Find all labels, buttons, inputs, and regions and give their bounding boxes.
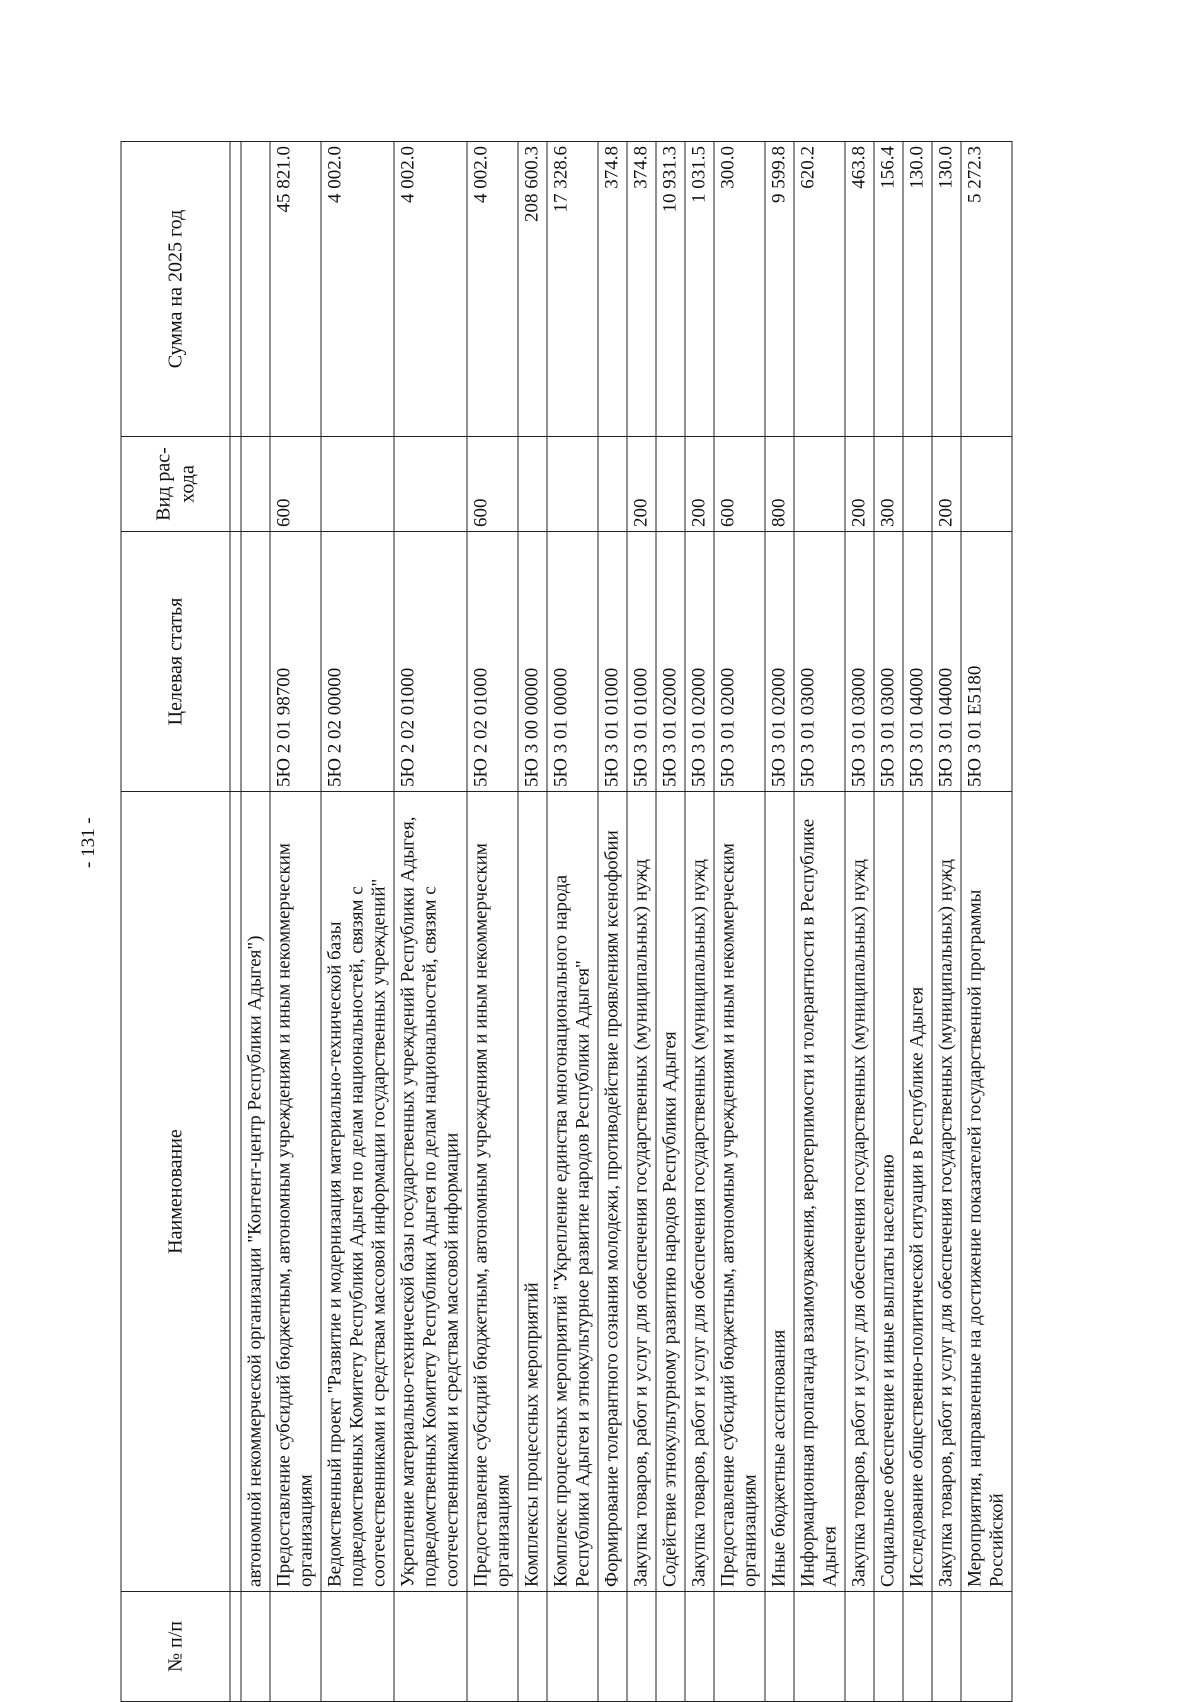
cell-kind: [961, 437, 1012, 532]
table-row: [874, 142, 903, 1702]
spacer-row: [230, 142, 241, 1702]
cell-kind: [903, 437, 932, 532]
table-row: [794, 142, 845, 1702]
cell-num: [845, 1592, 874, 1702]
cell-name: Предоставление субсидий бюджетным, автономным учреждениям и иным некоммерческим организациям: [467, 792, 518, 1592]
cell-kind: 200: [685, 437, 714, 532]
cell-code: 5Ю 3 01 02000: [765, 532, 794, 792]
cell-kind: 600: [714, 437, 765, 532]
cell-name: Укрепление материально-технической базы государственных учреждений Республики Адыгея, подведомственных Комитету Республики Адыгея по делам национальностей, связям с соотечественниками и средствам массовой информации: [394, 792, 467, 1592]
cell-sum: 9 599.8: [765, 142, 794, 437]
cell-sum: 463.8: [845, 142, 874, 437]
cell-name: Мероприятия, направленные на достижение показателей государственной программы Российской: [961, 792, 1012, 1592]
cell-code: 5Ю 3 01 02000: [714, 532, 765, 792]
cell-sum: 208 600.3: [518, 142, 547, 437]
cell-num: [627, 1592, 656, 1702]
cell-sum: 156.4: [874, 142, 903, 437]
cell-sum: [241, 142, 270, 437]
cell-kind: 600: [270, 437, 321, 532]
cell-name: Предоставление субсидий бюджетным, автономным учреждениям и иным некоммерческим организациям: [714, 792, 765, 1592]
cell-num: [241, 1592, 270, 1702]
cell-name: Иные бюджетные ассигнования: [765, 792, 794, 1592]
cell-code: [241, 532, 270, 792]
table-row: [241, 142, 270, 1702]
table-header: [121, 142, 230, 1702]
cell-code: 5Ю 3 01 00000: [547, 532, 598, 792]
cell-sum: 10 931.3: [656, 142, 685, 437]
header-kind: Вид рас-хода: [121, 437, 230, 532]
cell-num: [598, 1592, 627, 1702]
cell-name: Формирование толерантного сознания молодежи, противодействие проявлениям ксенофобии: [598, 792, 627, 1592]
cell-sum: 130.0: [903, 142, 932, 437]
table-row: [321, 142, 394, 1702]
cell-sum: 1 031.5: [685, 142, 714, 437]
cell-sum: 4 002.0: [321, 142, 394, 437]
cell-code: 5Ю 3 01 01000: [598, 532, 627, 792]
header-sum: Сумма на 2025 год: [121, 142, 230, 437]
cell-name: Закупка товаров, работ и услуг для обеспечения государственных (муниципальных) нужд: [845, 792, 874, 1592]
table-row: [467, 142, 518, 1702]
cell-code: 5Ю 3 01 01000: [627, 532, 656, 792]
cell-sum: 300.0: [714, 142, 765, 437]
cell-num: [321, 1592, 394, 1702]
table-row: [932, 142, 961, 1702]
cell-num: [961, 1592, 1012, 1702]
cell-kind: 200: [627, 437, 656, 532]
cell-kind: [547, 437, 598, 532]
cell-kind: [656, 437, 685, 532]
cell-code: 5Ю 3 01 03000: [794, 532, 845, 792]
table-row: [845, 142, 874, 1702]
cell-num: [394, 1592, 467, 1702]
cell-num: [932, 1592, 961, 1702]
cell-num: [714, 1592, 765, 1702]
cell-num: [518, 1592, 547, 1702]
budget-table-container: [120, 142, 1035, 1702]
cell-kind: 200: [932, 437, 961, 532]
cell-code: 5Ю 2 02 01000: [467, 532, 518, 792]
cell-name: Ведомственный проект "Развитие и модернизация материально-технической базы подведомственных Комитету Республики Адыгея по делам национальностей, связям с соотечественниками и средствам массовой информации государственных учреждений": [321, 792, 394, 1592]
cell-name: Закупка товаров, работ и услуг для обеспечения государственных (муниципальных) нужд: [627, 792, 656, 1592]
header-code: Целевая статья: [121, 532, 230, 792]
table-row: [765, 142, 794, 1702]
cell-code: 5Ю 3 00 00000: [518, 532, 547, 792]
table-row: [685, 142, 714, 1702]
cell-num: [656, 1592, 685, 1702]
table-row: [394, 142, 467, 1702]
table-row: [961, 142, 1012, 1702]
cell-sum: 5 272.3: [961, 142, 1012, 437]
table-row: [903, 142, 932, 1702]
cell-code: 5Ю 3 01 03000: [874, 532, 903, 792]
cell-name: автономной некоммерческой организации "Контент-центр Республики Адыгея"): [241, 792, 270, 1592]
table-row: [547, 142, 598, 1702]
cell-sum: 4 002.0: [467, 142, 518, 437]
budget-table: [120, 141, 1012, 1702]
cell-num: [685, 1592, 714, 1702]
cell-code: 5Ю 3 01 Е5180: [961, 532, 1012, 792]
cell-name: Исследование общественно-политической ситуации в Республике Адыгея: [903, 792, 932, 1592]
cell-sum: 620.2: [794, 142, 845, 437]
table-row: [518, 142, 547, 1702]
table-row: [598, 142, 627, 1702]
cell-kind: [394, 437, 467, 532]
cell-num: [270, 1592, 321, 1702]
cell-code: 5Ю 2 01 98700: [270, 532, 321, 792]
cell-kind: 600: [467, 437, 518, 532]
cell-kind: [598, 437, 627, 532]
cell-name: Содействие этнокультурному развитию народов Республики Адыгея: [656, 792, 685, 1592]
cell-num: [547, 1592, 598, 1702]
cell-sum: 374.8: [598, 142, 627, 437]
cell-name: Закупка товаров, работ и услуг для обеспечения государственных (муниципальных) нужд: [685, 792, 714, 1592]
table-row: [656, 142, 685, 1702]
header-name: Наименование: [121, 792, 230, 1592]
cell-sum: 374.8: [627, 142, 656, 437]
cell-kind: 200: [845, 437, 874, 532]
cell-kind: 800: [765, 437, 794, 532]
cell-code: 5Ю 2 02 01000: [394, 532, 467, 792]
table-row: [627, 142, 656, 1702]
cell-name: Информационная пропаганда взаимоуважения, веротерпимости и толерантности в Республике Адыгея: [794, 792, 845, 1592]
cell-code: 5Ю 3 01 04000: [903, 532, 932, 792]
cell-code: 5Ю 3 01 02000: [656, 532, 685, 792]
cell-code: 5Ю 3 01 04000: [932, 532, 961, 792]
cell-kind: [518, 437, 547, 532]
cell-num: [903, 1592, 932, 1702]
cell-kind: [241, 437, 270, 532]
cell-name: Закупка товаров, работ и услуг для обеспечения государственных (муниципальных) нужд: [932, 792, 961, 1592]
header-row: [121, 142, 230, 1702]
cell-code: 5Ю 3 01 03000: [845, 532, 874, 792]
table-row: [714, 142, 765, 1702]
cell-name: Комплексы процессных мероприятий: [518, 792, 547, 1592]
cell-sum: 17 328.6: [547, 142, 598, 437]
cell-sum: 45 821.0: [270, 142, 321, 437]
table-row: [270, 142, 321, 1702]
header-num: № п/п: [121, 1592, 230, 1702]
cell-code: 5Ю 3 01 02000: [685, 532, 714, 792]
cell-kind: [794, 437, 845, 532]
cell-name: Предоставление субсидий бюджетным, автономным учреждениям и иным некоммерческим организациям: [270, 792, 321, 1592]
cell-code: 5Ю 2 02 00000: [321, 532, 394, 792]
cell-name: Социальное обеспечение и иные выплаты населению: [874, 792, 903, 1592]
cell-num: [765, 1592, 794, 1702]
cell-kind: [321, 437, 394, 532]
table-body: [230, 142, 1012, 1702]
cell-name: Комплекс процессных мероприятий "Укрепление единства многонационального народа Республики Адыгея и этнокультурное развитие народов Республики Адыгея": [547, 792, 598, 1592]
cell-sum: 4 002.0: [394, 142, 467, 437]
cell-num: [794, 1592, 845, 1702]
cell-kind: 300: [874, 437, 903, 532]
cell-num: [467, 1592, 518, 1702]
cell-sum: 130.0: [932, 142, 961, 437]
cell-num: [874, 1592, 903, 1702]
page-number: - 131 -: [78, 817, 99, 868]
